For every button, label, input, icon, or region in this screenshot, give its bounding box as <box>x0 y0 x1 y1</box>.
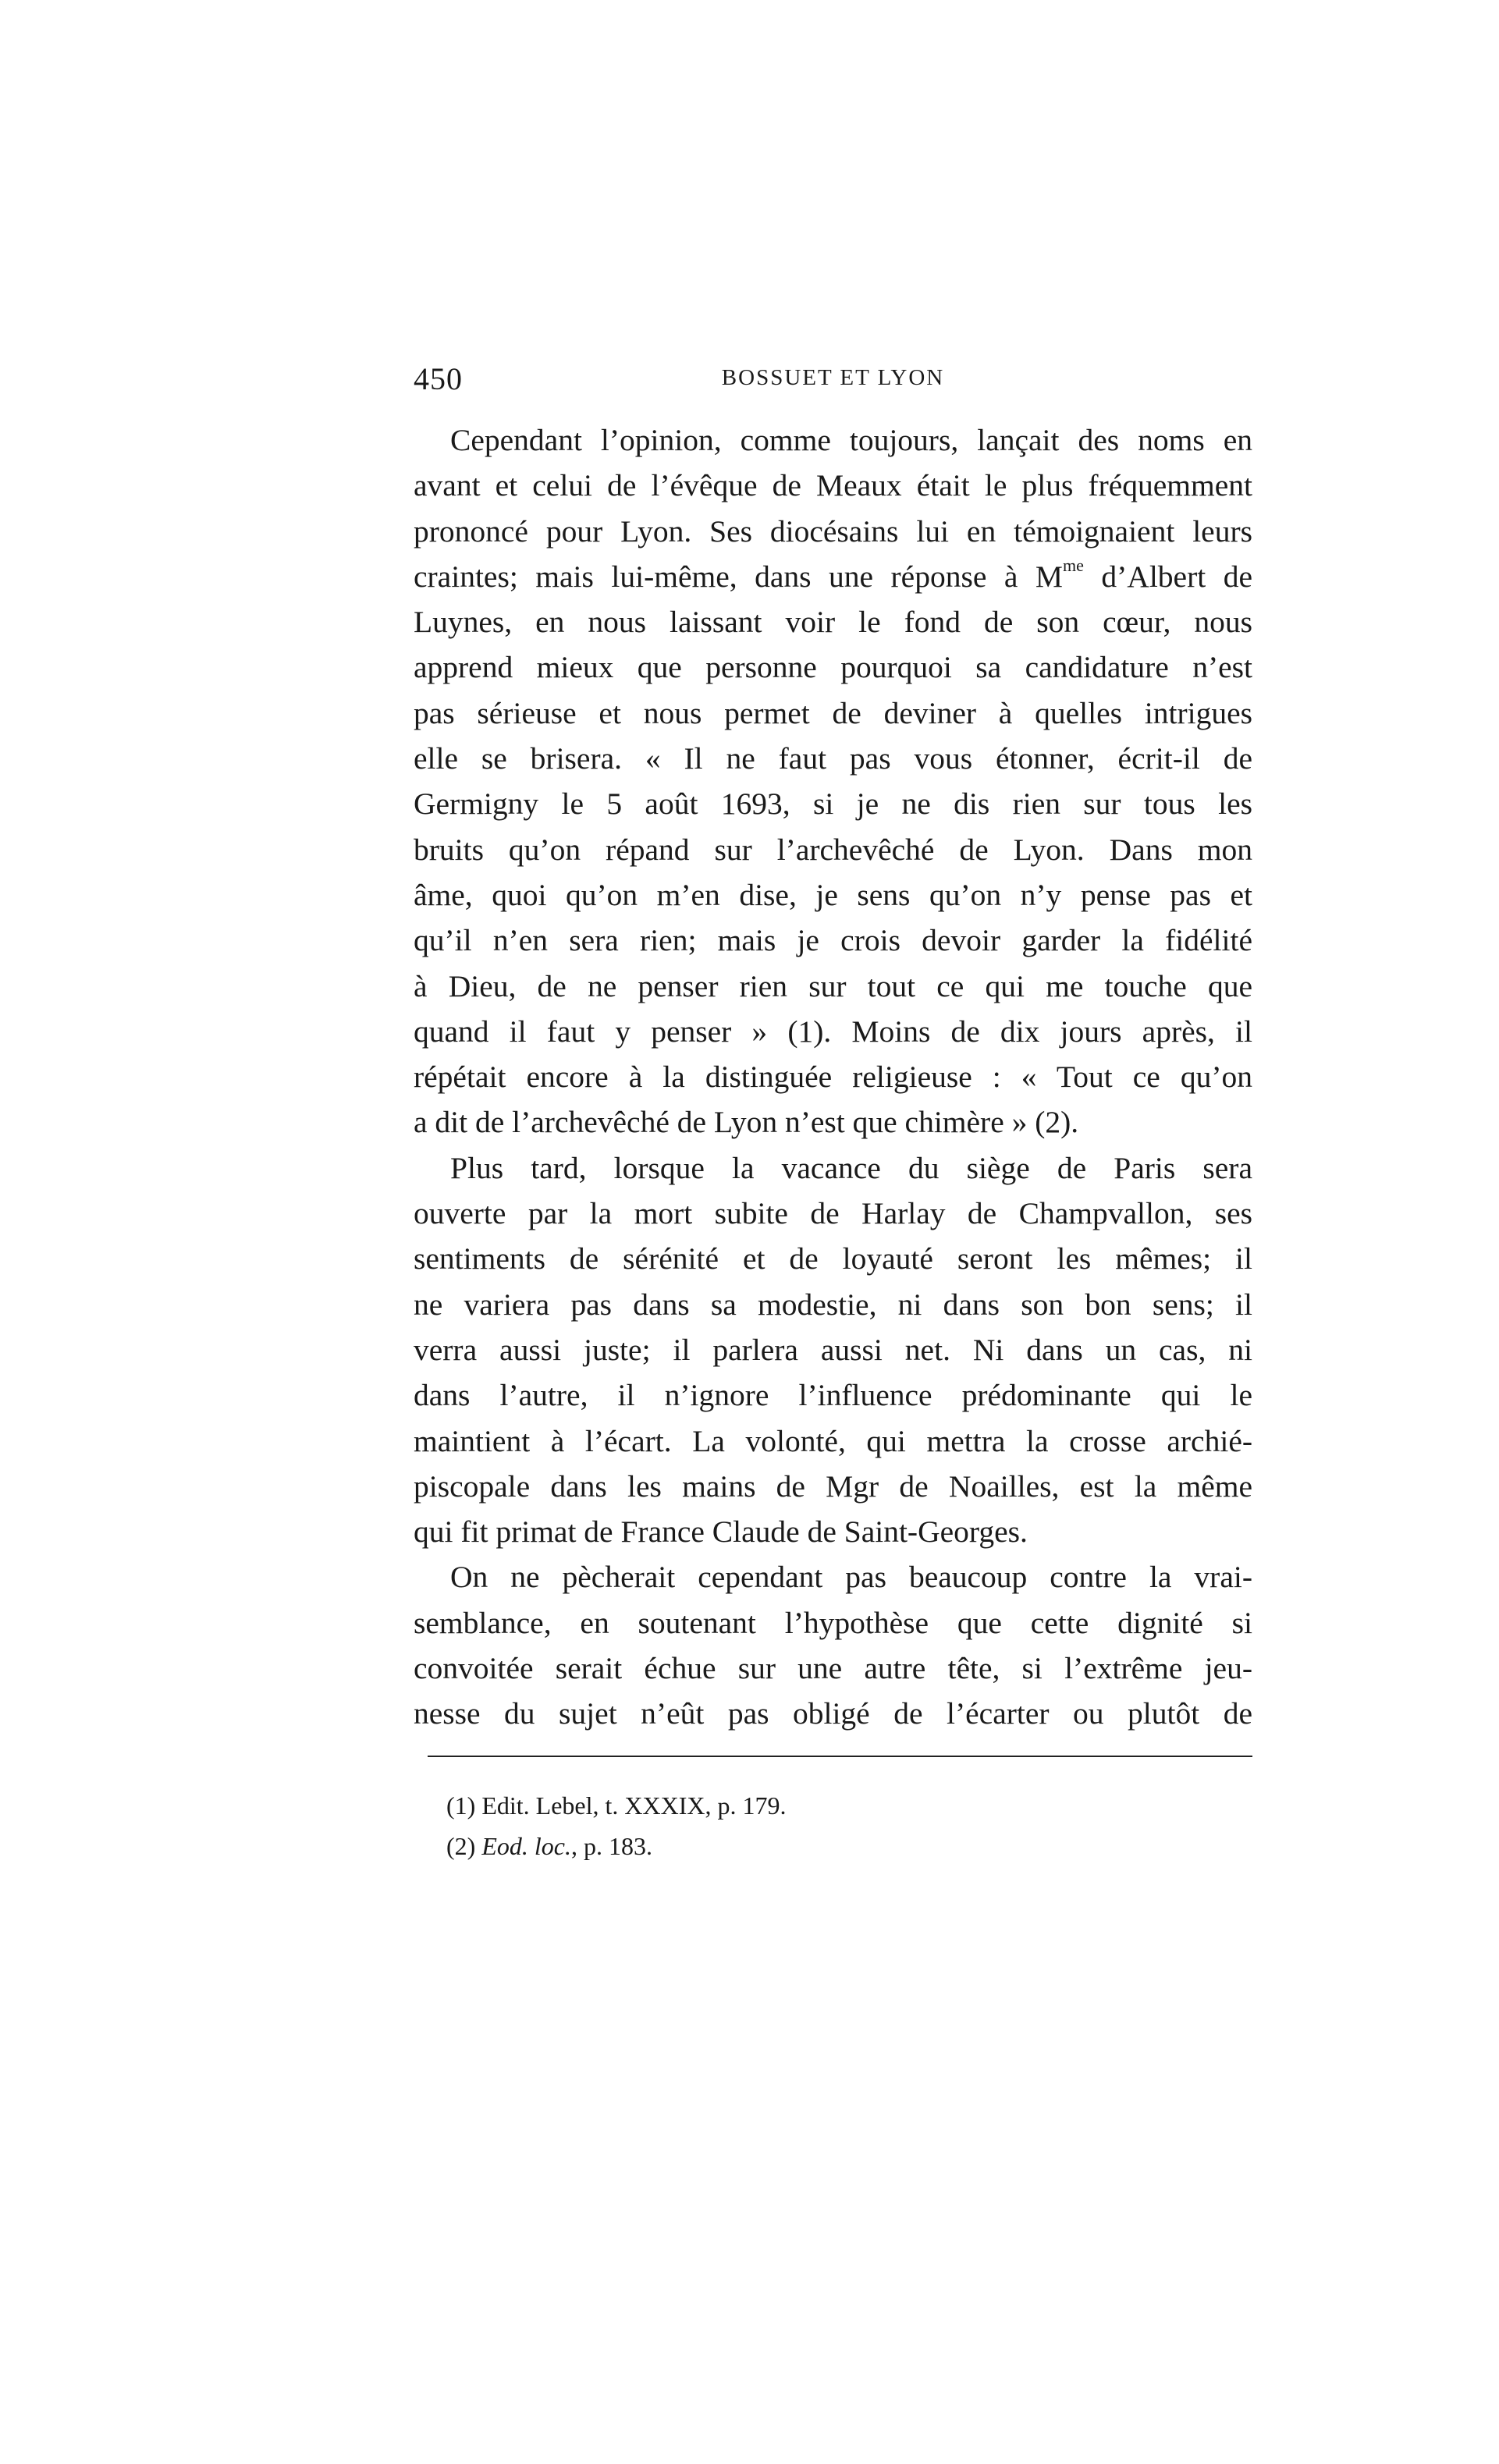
text-line <box>414 1099 1252 1145</box>
text-line <box>414 1236 1252 1281</box>
footnote-separator <box>428 1756 1252 1757</box>
page-number: 450 <box>414 361 463 396</box>
text-line <box>414 554 1252 599</box>
text-line-content: semblance, en soutenant l’hypothèse que cette dignité si <box>414 1605 1252 1640</box>
text-line <box>414 1191 1252 1236</box>
text-line-content: à Dieu, de ne penser rien sur tout ce qui me touche que <box>414 968 1252 1003</box>
page-header <box>414 360 1252 399</box>
text-line-content: prononcé pour Lyon. Ses diocésains lui en témoignaient leurs <box>414 513 1252 549</box>
text-line-content: dans l’autre, il n’ignore l’influence prédominante qui le <box>414 1378 1252 1413</box>
text-line <box>414 1691 1252 1736</box>
text-line <box>414 1054 1252 1099</box>
text-line <box>414 736 1252 781</box>
text-line <box>414 1145 1252 1191</box>
text-line <box>414 1509 1252 1554</box>
text-line <box>414 918 1252 963</box>
text-line-content: apprend mieux que personne pourquoi sa candidature n’est <box>414 650 1252 685</box>
text-line <box>414 1646 1252 1691</box>
text-line <box>414 1418 1252 1464</box>
text-line <box>414 1327 1252 1372</box>
superscript: me <box>1063 555 1084 575</box>
running-title: BOSSUET ET LYON <box>721 365 945 390</box>
text-line <box>414 599 1252 644</box>
text-line-content: bruits qu’on répand sur l’archevêché de Lyon. Dans mon <box>414 832 1252 867</box>
text-line <box>414 417 1252 463</box>
text-line <box>414 781 1252 826</box>
footnote <box>446 1785 1227 1826</box>
footnote-text: , p. 183. <box>570 1832 652 1860</box>
text-line-content: avant et celui de l’évêque de Meaux était le plus fréquemment <box>414 468 1252 503</box>
text-line-continuation: d’Albert de <box>1083 559 1252 594</box>
text-line-content: ouverte par la mort subite de Harlay de Champvallon, ses <box>414 1196 1252 1231</box>
text-line-content: qui fit primat de France Claude de Saint-Georges. <box>414 1514 1028 1550</box>
text-line-content: elle se brisera. « Il ne faut pas vous étonner, écrit-il de <box>414 741 1252 776</box>
text-line <box>414 1600 1252 1646</box>
footnotes <box>446 1785 1227 1866</box>
body-text <box>414 417 1252 1737</box>
footnote-number: (2) <box>446 1832 476 1860</box>
footnote-italic: Eod. loc. <box>481 1832 571 1860</box>
text-line-content: a dit de l’archevêché de Lyon n’est que chimère » (2). <box>414 1105 1079 1140</box>
text-line <box>414 644 1252 690</box>
text-line-content: âme, quoi qu’on m’en dise, je sens qu’on n’y pense pas et <box>414 877 1252 912</box>
text-line-content: craintes; mais lui-même, dans une réponse à M <box>414 559 1064 594</box>
text-line <box>414 691 1252 736</box>
text-line-content: convoitée serait échue sur une autre tête, si l’extrême jeu- <box>414 1651 1252 1686</box>
text-line <box>414 509 1252 554</box>
text-line-content: Luynes, en nous laissant voir le fond de son cœur, nous <box>414 605 1252 640</box>
text-line <box>414 964 1252 1009</box>
text-line-content: On ne pècherait cependant pas beaucoup contre la vrai- <box>450 1560 1252 1595</box>
text-line <box>414 1009 1252 1054</box>
text-line-content: verra aussi juste; il parlera aussi net. Ni dans un cas, ni <box>414 1332 1252 1367</box>
text-line-content: répétait encore à la distinguée religieuse : « Tout ce qu’on <box>414 1060 1252 1095</box>
text-line-content: piscopale dans les mains de Mgr de Noailles, est la même <box>414 1468 1252 1504</box>
text-line <box>414 1554 1252 1599</box>
text-line <box>414 1464 1252 1509</box>
text-line <box>414 1372 1252 1418</box>
text-line-content: ne variera pas dans sa modestie, ni dans son bon sens; il <box>414 1287 1252 1322</box>
text-line <box>414 463 1252 508</box>
text-line-content: nesse du sujet n’eût pas obligé de l’écarter ou plutôt de <box>414 1696 1252 1731</box>
text-line-content: maintient à l’écart. La volonté, qui mettra la crosse archié- <box>414 1423 1252 1458</box>
text-line <box>414 872 1252 918</box>
text-line-content: quand il faut y penser » (1). Moins de dix jours après, il <box>414 1014 1252 1049</box>
text-line-content: sentiments de sérénité et de loyauté seront les mêmes; il <box>414 1241 1252 1276</box>
text-line-content: qu’il n’en sera rien; mais je crois devoir garder la fidélité <box>414 923 1252 958</box>
text-line-content: pas sérieuse et nous permet de deviner à quelles intrigues <box>414 695 1252 730</box>
text-line <box>414 1282 1252 1327</box>
footnote <box>446 1826 1227 1866</box>
text-line <box>414 827 1252 872</box>
footnote-number: (1) <box>446 1791 476 1820</box>
text-line-content: Germigny le 5 août 1693, si je ne dis rien sur tous les <box>414 786 1252 822</box>
text-line-content: Plus tard, lorsque la vacance du siège de Paris sera <box>450 1150 1252 1185</box>
text-line-content: Cependant l’opinion, comme toujours, lançait des noms en <box>450 423 1252 457</box>
footnote-text: Edit. Lebel, t. XXXIX, p. 179. <box>481 1791 787 1820</box>
